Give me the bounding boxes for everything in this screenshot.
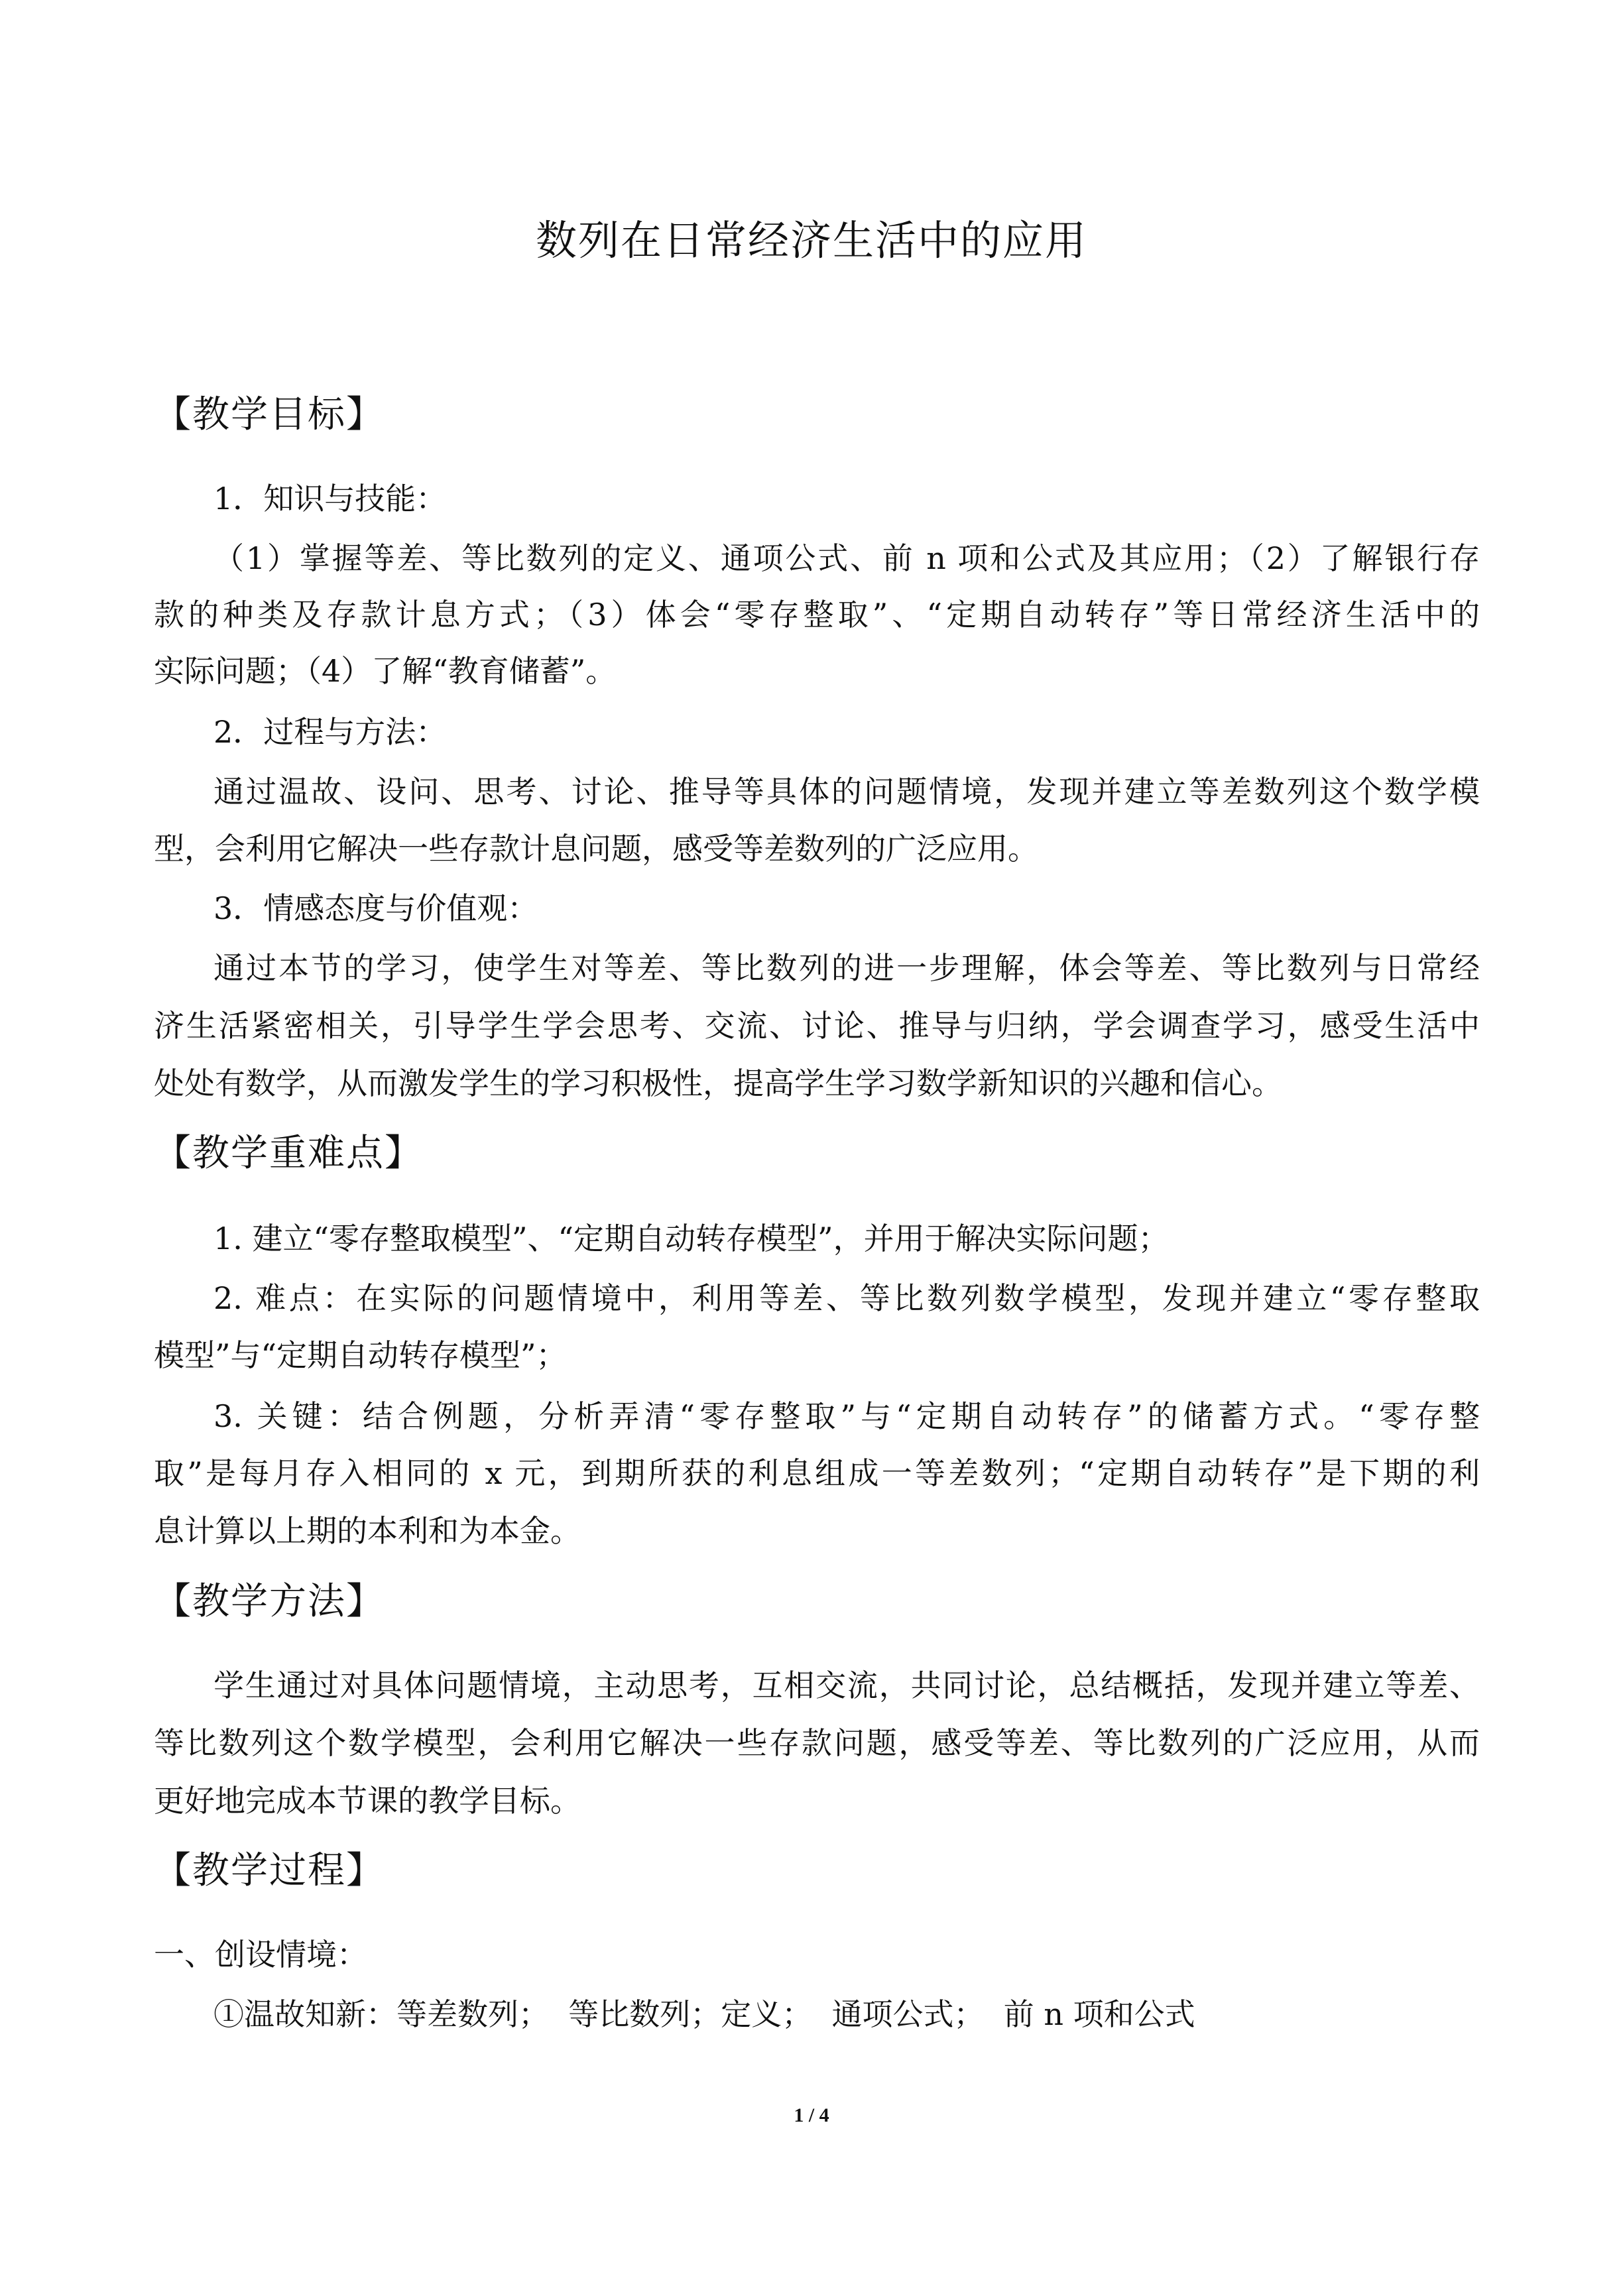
section-heading-process: 【教学过程】	[154, 1849, 385, 1892]
text-line: 更好地完成本节课的教学目标。	[154, 1783, 581, 1819]
section-heading-key-points: 【教学重难点】	[154, 1132, 423, 1175]
text-line: 款的种类及存款计息方式；（3）体会“零存整取”、“定期自动转存”等日常经济生活中的	[154, 597, 1480, 633]
section-heading-methods: 【教学方法】	[154, 1580, 385, 1623]
text-line: 通过本节的学习，使学生对等差、等比数列的进一步理解，体会等差、等比数列与日常经	[213, 950, 1480, 986]
section-heading-objectives: 【教学目标】	[154, 393, 385, 436]
text-line: 型，会利用它解决一些存款计息问题，感受等差数列的广泛应用。	[154, 831, 1038, 867]
text-line: 一、创设情境：	[154, 1937, 367, 1972]
page-title: 数列在日常经济生活中的应用	[535, 216, 1087, 265]
text-line: 1. 建立“零存整取模型”、“定期自动转存模型”，并用于解决实际问题；	[213, 1221, 1169, 1256]
text-line: 3．情感态度与价值观：	[213, 890, 538, 926]
text-line: 实际问题；（4）了解“教育储蓄”。	[154, 653, 617, 689]
text-line: 2．过程与方法：	[213, 714, 447, 750]
text-line: ①温故知新：等差数列； 等比数列；定义； 通项公式； 前 n 项和公式	[213, 1996, 1195, 2032]
page-number: 1 / 4	[794, 2104, 829, 2126]
text-line: 模型”与“定期自动转存模型”；	[154, 1337, 567, 1373]
text-line: 2. 难点：在实际的问题情境中，利用等差、等比数列数学模型，发现并建立“零存整取	[213, 1280, 1480, 1316]
text-line: 处处有数学，从而激发学生的学习积极性，提高学生学习数学新知识的兴趣和信心。	[154, 1065, 1282, 1101]
text-line: 通过温故、设问、思考、讨论、推导等具体的问题情境，发现并建立等差数列这个数学模	[213, 774, 1480, 810]
text-line: 学生通过对具体问题情境，主动思考，互相交流，共同讨论，总结概括，发现并建立等差、	[213, 1667, 1480, 1703]
text-line: 取”是每月存入相同的 x 元，到期所获的利息组成一等差数列；“定期自动转存”是下期的利	[154, 1455, 1480, 1491]
text-line: 济生活紧密相关，引导学生学会思考、交流、讨论、推导与归纳，学会调查学习，感受生活中	[154, 1008, 1480, 1044]
text-line: 3. 关键：结合例题，分析弄清“零存整取”与“定期自动转存”的储蓄方式。“零存整	[213, 1398, 1480, 1434]
text-line: 息计算以上期的本利和为本金。	[154, 1513, 581, 1549]
text-line: 等比数列这个数学模型，会利用它解决一些存款问题，感受等差、等比数列的广泛应用，从而	[154, 1725, 1480, 1761]
text-line: （1）掌握等差、等比数列的定义、通项公式、前 n 项和公式及其应用；（2）了解银行存	[213, 540, 1480, 576]
text-line: 1．知识与技能：	[213, 481, 447, 516]
